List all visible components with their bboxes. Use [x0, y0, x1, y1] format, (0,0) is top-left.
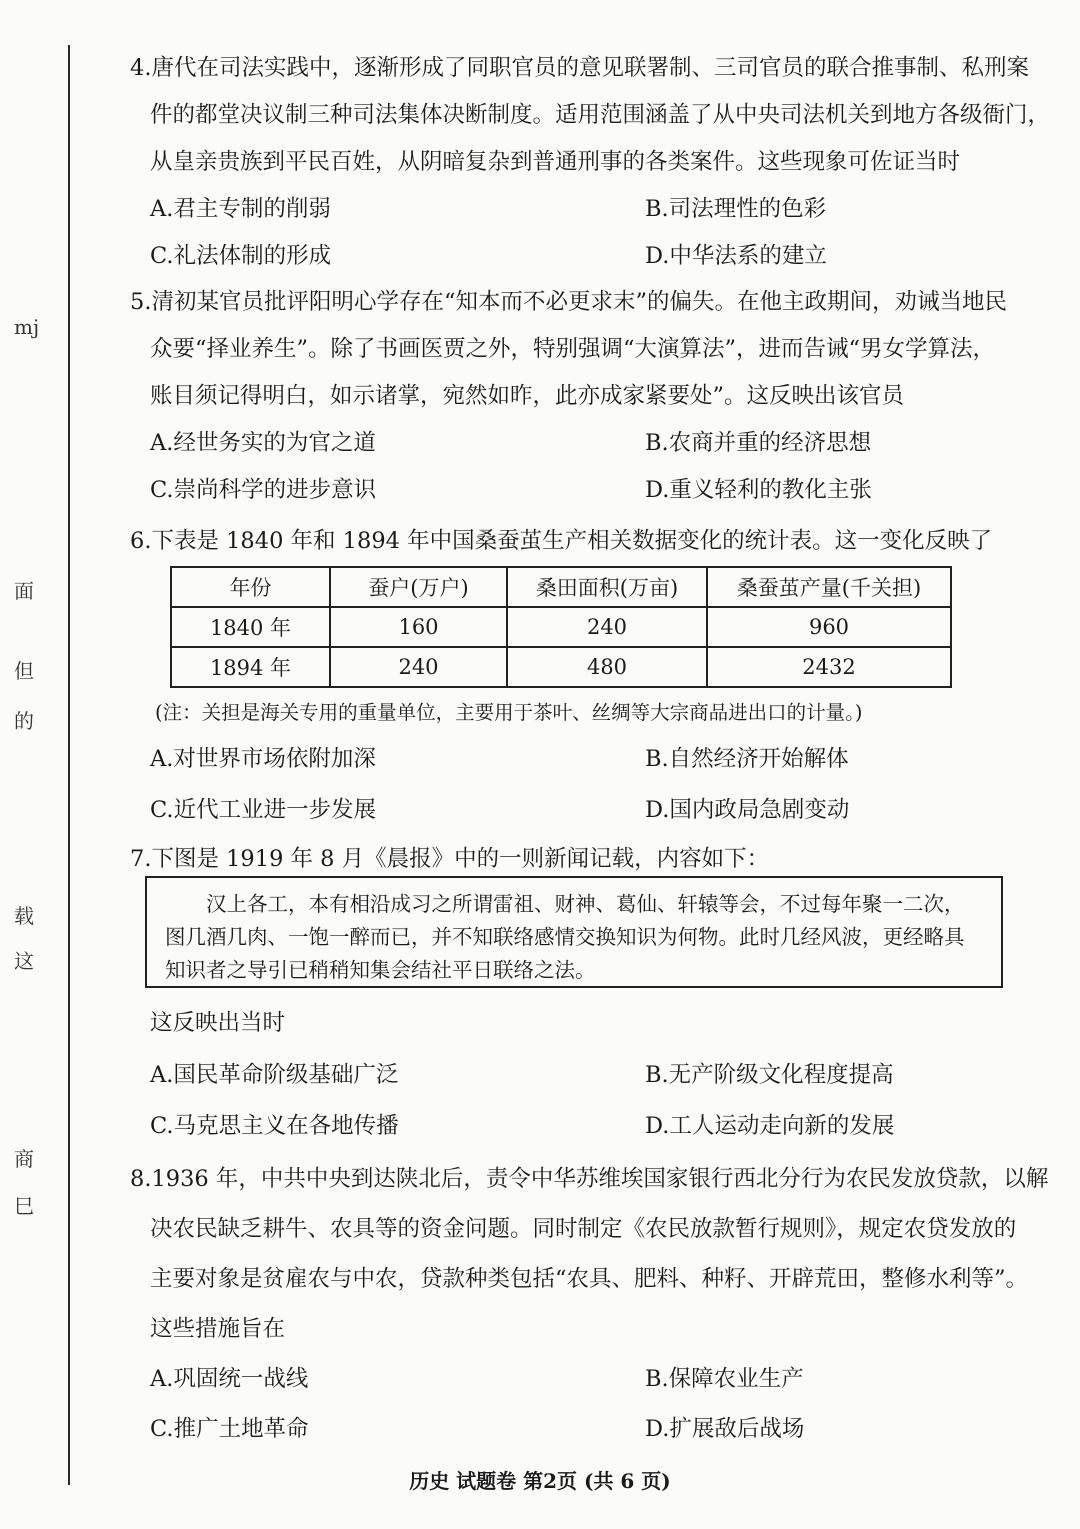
question-stem-line: 4.唐代在司法实践中，逐渐形成了同职官员的意见联署制、三司官员的联合推事制、私刑案 — [130, 55, 1029, 81]
option-d[interactable]: D.重义轻利的教化主张 — [645, 477, 872, 503]
question-7-tail — [130, 1000, 1015, 1150]
option-c[interactable]: C.推广土地革命 — [150, 1416, 309, 1442]
table-cell: 1840 年 — [171, 607, 330, 647]
table-cell: 480 — [507, 647, 707, 687]
table-header-row — [171, 567, 951, 607]
option-b[interactable]: B.自然经济开始解体 — [645, 746, 849, 772]
table-header-cell: 蚕户(万户) — [330, 567, 507, 607]
table-header-cell: 桑蚕茧产量(千关担) — [707, 567, 951, 607]
table-cell: 1894 年 — [171, 647, 330, 687]
news-quote-text: 汉上各工，本有相沿成习之所谓雷祖、财神、葛仙、轩辕等会，不过每年聚一二次，图几酒几肉、一饱一醉而已，并不知联络感情交换知识为何物。此时几经风波，更经略具知识者之导引已稍稍知集会结社平日联络之法。 — [165, 892, 965, 982]
margin-char: 但 — [14, 659, 34, 683]
option-d[interactable]: D.中华法系的建立 — [645, 243, 827, 269]
table-header-cell: 年份 — [171, 567, 330, 607]
margin-char: 的 — [14, 709, 34, 733]
option-d[interactable]: D.扩展敌后战场 — [645, 1416, 805, 1442]
table-row — [171, 607, 951, 647]
margin-char: 载 — [14, 904, 34, 928]
option-a[interactable]: A.君主专制的削弱 — [150, 196, 331, 222]
question-stem-line: 从皇亲贵族到平民百姓，从阴暗复杂到普通刑事的各类案件。这些现象可佐证当时 — [150, 149, 961, 175]
question-stem-line: 6.下表是 1840 年和 1894 年中国桑蚕茧生产相关数据变化的统计表。这一变化反映了 — [130, 528, 993, 554]
question-stem-line: 件的都堂决议制三种司法集体决断制度。适用范围涵盖了从中央司法机关到地方各级衙门， — [150, 102, 1051, 128]
option-c[interactable]: C.马克思主义在各地传播 — [150, 1113, 399, 1139]
question-6-stem — [130, 518, 1015, 565]
margin-char: 这 — [14, 949, 34, 973]
news-quote-box — [145, 876, 1003, 988]
question-stem-line: 众要“择业养生”。除了书画医贾之外，特别强调“大演算法”，进而告诫“男女学算法， — [150, 336, 996, 362]
option-b[interactable]: B.无产阶级文化程度提高 — [645, 1062, 894, 1088]
question-stem-line: 决农民缺乏耕牛、农具等的资金问题。同时制定《农民放款暂行规则》，规定农贷发放的 — [150, 1216, 1017, 1242]
option-d[interactable]: D.国内政局急剧变动 — [645, 797, 850, 823]
question-5 — [130, 279, 1015, 514]
question-stem-line: 7.下图是 1919 年 8 月《晨报》中的一则新闻记载，内容如下： — [130, 846, 770, 872]
option-a[interactable]: A.巩固统一战线 — [150, 1366, 309, 1392]
table-cell: 960 — [707, 607, 951, 647]
option-c[interactable]: C.近代工业进一步发展 — [150, 797, 377, 823]
sericulture-data-table — [170, 566, 952, 688]
table-cell: 240 — [507, 607, 707, 647]
table-cell: 2432 — [707, 647, 951, 687]
question-stem-line: 主要对象是贫雇农与中农，贷款种类包括“农具、肥料、种籽、开辟荒田，整修水利等”。 — [150, 1266, 1029, 1292]
option-b[interactable]: B.保障农业生产 — [645, 1366, 804, 1392]
page-footer: 历史 试题卷 第2页 (共 6 页) — [409, 1469, 671, 1493]
option-a[interactable]: A.对世界市场依附加深 — [150, 746, 376, 772]
option-c[interactable]: C.崇尚科学的进步意识 — [150, 477, 377, 503]
question-6-options — [130, 736, 1015, 834]
margin-char: 面 — [14, 579, 34, 603]
option-a[interactable]: A.经世务实的为官之道 — [150, 430, 376, 456]
question-4 — [130, 45, 1051, 280]
option-d[interactable]: D.工人运动走向新的发展 — [645, 1113, 895, 1139]
table-header-cell: 桑田面积(万亩) — [507, 567, 707, 607]
option-b[interactable]: B.农商并重的经济思想 — [645, 430, 872, 456]
option-a[interactable]: A.国民革命阶级基础广泛 — [150, 1062, 399, 1088]
question-stem-line: 8.1936 年，中共中央到达陕北后，责令中华苏维埃国家银行西北分行为农民发放贷款，以解 — [130, 1166, 1049, 1192]
option-b[interactable]: B.司法理性的色彩 — [645, 196, 827, 222]
margin-char: 商 — [14, 1147, 34, 1171]
margin-char: mj — [14, 315, 40, 339]
margin-binding-line — [68, 45, 70, 1485]
table-note: (注：关担是海关专用的重量单位，主要用于茶叶、丝绸等大宗商品进出口的计量。) — [155, 701, 863, 724]
question-stem-line: 账目须记得明白，如示诸掌，宛然如昨，此亦成家紧要处”。这反映出该官员 — [150, 383, 905, 409]
question-stem-line: 这反映出当时 — [150, 1010, 286, 1036]
question-stem-line: 5.清初某官员批评阳明心学存在“知本而不必更求末”的偏失。在他主政期间，劝诫当地民 — [130, 289, 1007, 315]
table-cell: 160 — [330, 607, 507, 647]
option-c[interactable]: C.礼法体制的形成 — [150, 243, 332, 269]
question-stem-line: 这些措施旨在 — [150, 1316, 286, 1342]
margin-char: 巳 — [14, 1194, 34, 1218]
table-row — [171, 647, 951, 687]
question-8 — [130, 1154, 1049, 1454]
table-cell: 240 — [330, 647, 507, 687]
